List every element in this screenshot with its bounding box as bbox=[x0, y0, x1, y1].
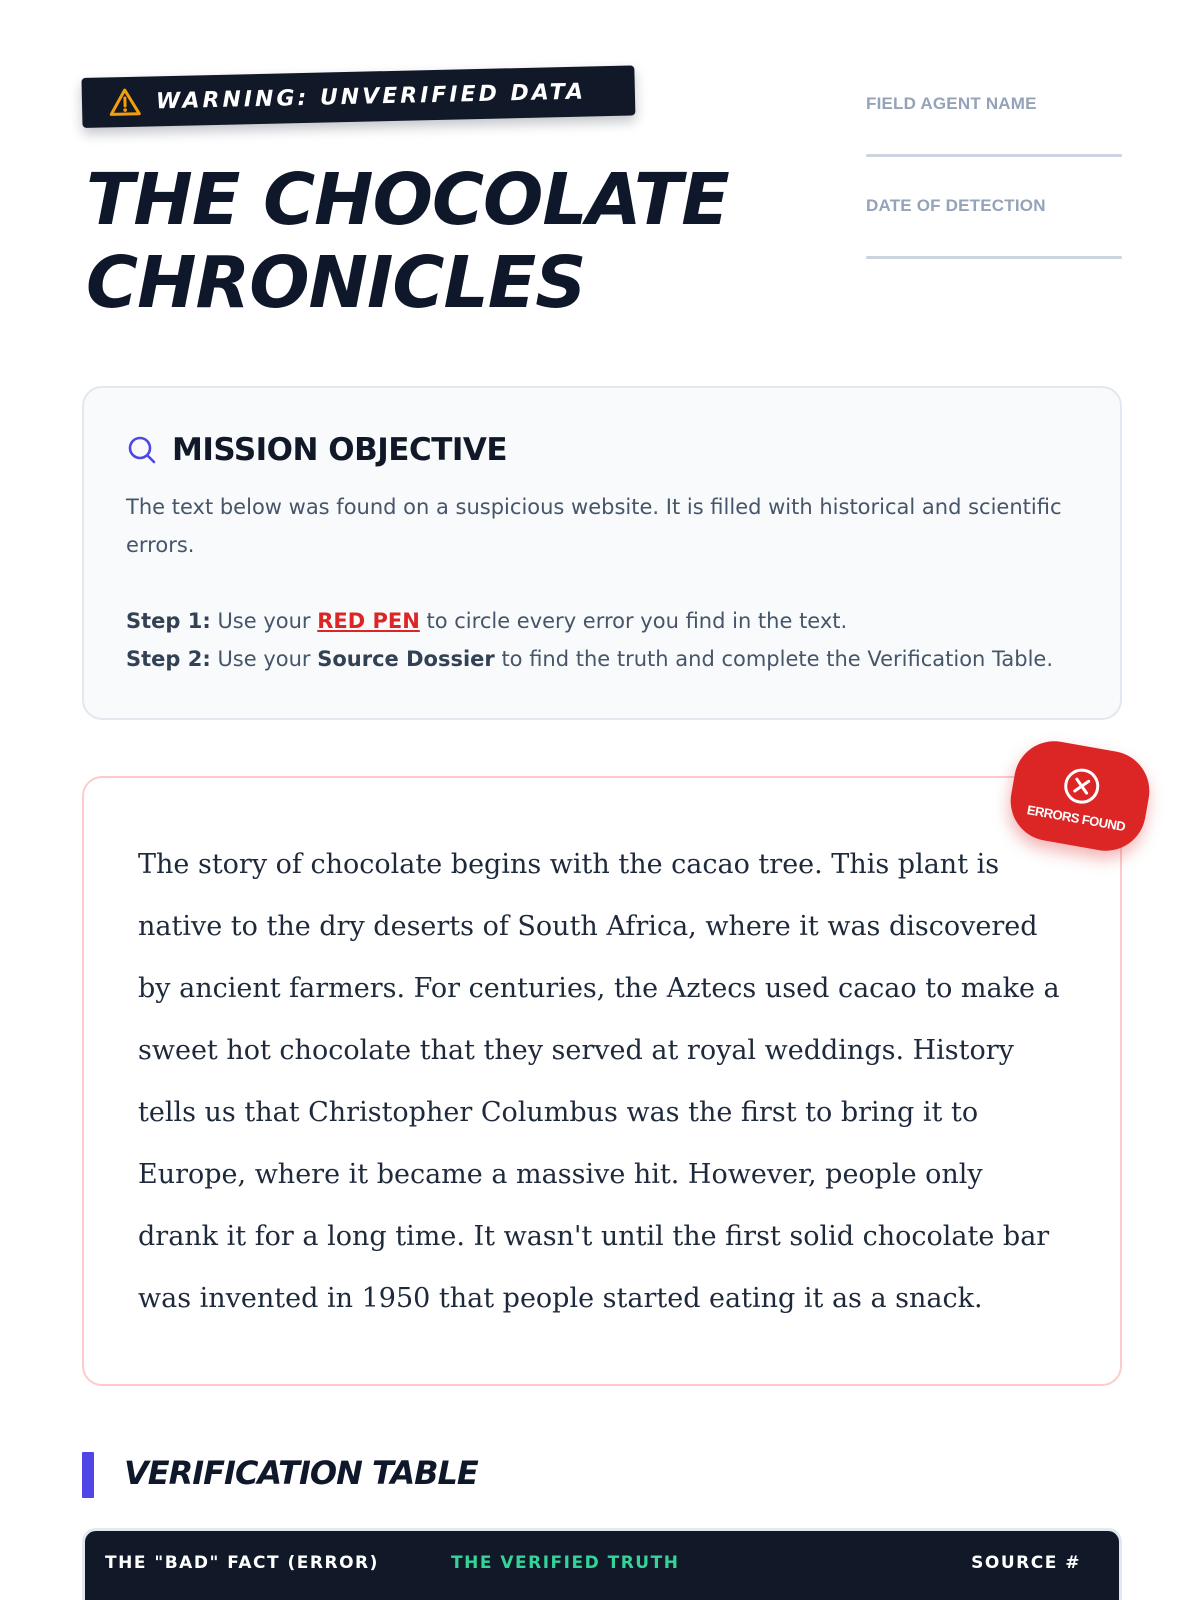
warning-icon bbox=[108, 87, 143, 118]
column-header-source: SOURCE # bbox=[971, 1553, 1081, 1573]
step-2 bbox=[126, 640, 1078, 678]
column-header-truth: THE VERIFIED TRUTH bbox=[451, 1553, 680, 1573]
title-line-2: CHRONICLES bbox=[86, 241, 586, 324]
mission-objective-box bbox=[82, 386, 1122, 720]
field-agent-name-line[interactable] bbox=[866, 154, 1122, 157]
story-text bbox=[138, 834, 1066, 1330]
field-date-label: DATE OF DETECTION bbox=[866, 196, 1046, 215]
story-line: was invented in 1950 that people started eating it as a snack. bbox=[138, 1283, 983, 1314]
search-icon bbox=[126, 434, 158, 466]
x-circle-icon bbox=[1060, 764, 1104, 808]
step-1 bbox=[126, 602, 1078, 640]
column-header-error: THE "BAD" FACT (ERROR) bbox=[105, 1553, 379, 1573]
step-1-text-b: to circle every error you find in the text. bbox=[419, 609, 848, 633]
story-line: tells us that Christopher Columbus was the first to bring it to bbox=[138, 1097, 979, 1128]
story-line: drank it for a long time. It wasn't until the first solid chocolate bar bbox=[138, 1221, 1050, 1252]
story-line: Europe, where it became a massive hit. However, people only bbox=[138, 1159, 983, 1190]
header bbox=[82, 0, 1118, 330]
field-date-of-detection[interactable] bbox=[866, 196, 1122, 259]
mission-title: MISSION OBJECTIVE bbox=[172, 432, 508, 468]
step-2-label: Step 2: bbox=[126, 647, 211, 671]
story-line: by ancient farmers. For centuries, the Aztecs used cacao to make a bbox=[138, 973, 1060, 1004]
step-1-label: Step 1: bbox=[126, 609, 211, 633]
suspicious-text-box bbox=[82, 776, 1122, 1386]
field-date-line[interactable] bbox=[866, 256, 1122, 259]
section-accent-bar bbox=[82, 1452, 94, 1498]
field-agent-name-label: FIELD AGENT NAME bbox=[866, 94, 1037, 113]
story-line: The story of chocolate begins with the cacao tree. This plant is bbox=[138, 849, 1000, 880]
story-line: sweet hot chocolate that they served at royal weddings. History bbox=[138, 1035, 1014, 1066]
mission-header bbox=[126, 432, 1078, 468]
page-title bbox=[86, 158, 866, 324]
warning-label: WARNING: UNVERIFIED DATA bbox=[155, 79, 587, 114]
step-1-text-a: Use your bbox=[210, 609, 318, 633]
errors-found-label: ERRORS FOUND bbox=[1025, 801, 1127, 834]
warning-banner bbox=[81, 65, 635, 128]
field-agent-name[interactable] bbox=[866, 94, 1122, 157]
source-dossier-highlight: Source Dossier bbox=[317, 647, 495, 671]
mission-description: The text below was found on a suspicious website. It is filled with historical and scientific errors. bbox=[126, 495, 1062, 557]
title-line-1: THE CHOCOLATE bbox=[86, 158, 729, 241]
story-line: native to the dry deserts of South Africa, where it was discovered bbox=[138, 911, 1038, 942]
step-2-text-a: Use your bbox=[210, 647, 318, 671]
step-2-text-b: to find the truth and complete the Verification Table. bbox=[494, 647, 1054, 671]
mission-steps bbox=[126, 602, 1078, 678]
red-pen-highlight: RED PEN bbox=[317, 609, 420, 633]
verification-table bbox=[82, 1528, 1122, 1600]
verification-table-title: VERIFICATION TABLE bbox=[124, 1454, 478, 1492]
